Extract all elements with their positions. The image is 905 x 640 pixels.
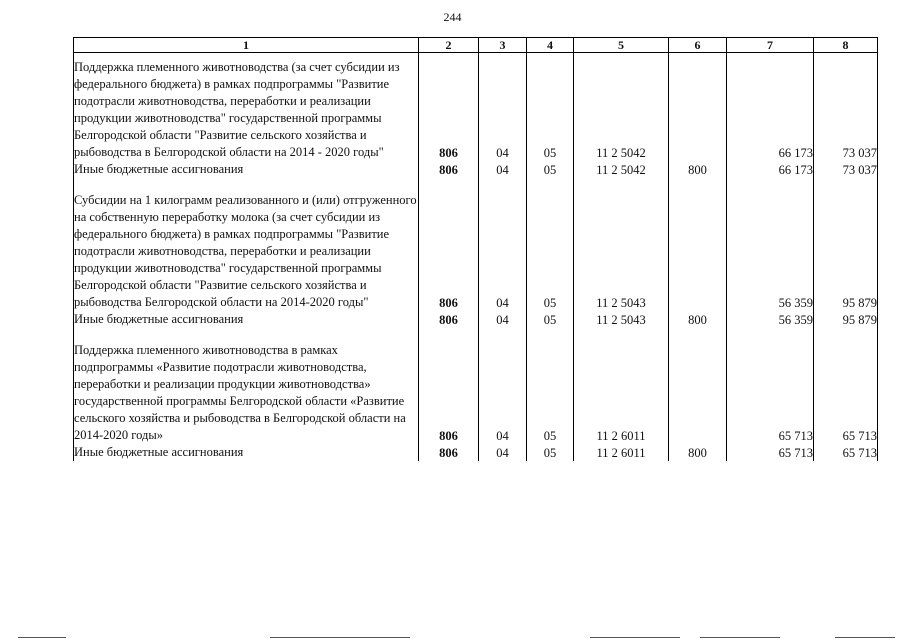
table-row (74, 161, 878, 178)
column-header: 3 (479, 38, 527, 53)
table-row (74, 342, 878, 444)
expense-type-code (669, 342, 727, 444)
table-header-row (74, 38, 878, 53)
amount-col-8: 65 713 (814, 444, 878, 461)
section-code: 04 (479, 161, 527, 178)
amount-col-8: 73 037 (814, 161, 878, 178)
section-code: 04 (479, 444, 527, 461)
footer-rule (700, 637, 780, 638)
department-code: 806 (419, 311, 479, 328)
table-row (74, 311, 878, 328)
column-header: 2 (419, 38, 479, 53)
row-description: Иные бюджетные ассигнования (74, 161, 419, 178)
amount-col-8: 95 879 (814, 311, 878, 328)
amount-col-8: 65 713 (814, 342, 878, 444)
target-article-code: 11 2 6011 (574, 342, 669, 444)
row-description: Иные бюджетные ассигнования (74, 311, 419, 328)
department-code: 806 (419, 342, 479, 444)
subsection-code: 05 (527, 311, 574, 328)
department-code: 806 (419, 59, 479, 161)
expense-type-code (669, 192, 727, 311)
amount-col-7: 65 713 (727, 342, 814, 444)
target-article-code: 11 2 5043 (574, 192, 669, 311)
amount-col-7: 56 359 (727, 311, 814, 328)
column-header: 6 (669, 38, 727, 53)
section-code: 04 (479, 59, 527, 161)
table-row (74, 444, 878, 461)
subsection-code: 05 (527, 192, 574, 311)
expense-type-code: 800 (669, 444, 727, 461)
footer-rule (270, 637, 410, 638)
amount-col-8: 73 037 (814, 59, 878, 161)
table-row (74, 59, 878, 161)
subsection-code: 05 (527, 59, 574, 161)
section-code: 04 (479, 342, 527, 444)
footer-rule (835, 637, 895, 638)
amount-col-7: 56 359 (727, 192, 814, 311)
row-description: Поддержка племенного животноводства в рамках подпрограммы «Развитие подотрасли животноводства, переработки и реализации продукции животноводства» государственной программы Белгородской области «Развитие сельского хозяйства и рыбоводства в Белгородской области на 2014-2020 годы» (74, 342, 419, 444)
target-article-code: 11 2 5042 (574, 161, 669, 178)
amount-col-8: 95 879 (814, 192, 878, 311)
column-header: 8 (814, 38, 878, 53)
expense-type-code (669, 59, 727, 161)
section-code: 04 (479, 192, 527, 311)
budget-table (73, 37, 878, 461)
footer-rule (590, 637, 680, 638)
row-description: Поддержка племенного животноводства (за счет субсидии из федерального бюджета) в рамках подпрограммы "Развитие подотрасли животноводства, переработки и реализации продукции животноводства" государственной программы Белгородской области "Развитие сельского хозяйства и рыбоводства в Белгородской области на 2014 - 2020 годы" (74, 59, 419, 161)
subsection-code: 05 (527, 444, 574, 461)
page-number: 244 (443, 10, 462, 24)
table-row (74, 192, 878, 311)
subsection-code: 05 (527, 342, 574, 444)
row-description: Субсидии на 1 килограмм реализованного и (или) отгруженного на собственную переработку молока (за счет субсидии из федерального бюджета) в рамках подпрограммы "Развитие подотрасли животноводства, переработки и реализации продукции животноводства" государственной программы Белгородской области "Развитие сельского хозяйства и рыбоводства Белгородской области на 2014-2020 годы" (74, 193, 417, 309)
column-header: 5 (574, 38, 669, 53)
column-header: 7 (727, 38, 814, 53)
target-article-code: 11 2 6011 (574, 444, 669, 461)
section-code: 04 (479, 311, 527, 328)
department-code: 806 (419, 192, 479, 311)
target-article-code: 11 2 5042 (574, 59, 669, 161)
amount-col-7: 66 173 (727, 161, 814, 178)
column-header: 4 (527, 38, 574, 53)
amount-col-7: 65 713 (727, 444, 814, 461)
target-article-code: 11 2 5043 (574, 311, 669, 328)
footer-rule (18, 637, 66, 638)
column-header: 1 (74, 38, 419, 53)
department-code: 806 (419, 444, 479, 461)
row-description: Иные бюджетные ассигнования (74, 444, 419, 461)
expense-type-code: 800 (669, 161, 727, 178)
subsection-code: 05 (527, 161, 574, 178)
expense-type-code: 800 (669, 311, 727, 328)
department-code: 806 (419, 161, 479, 178)
amount-col-7: 66 173 (727, 59, 814, 161)
